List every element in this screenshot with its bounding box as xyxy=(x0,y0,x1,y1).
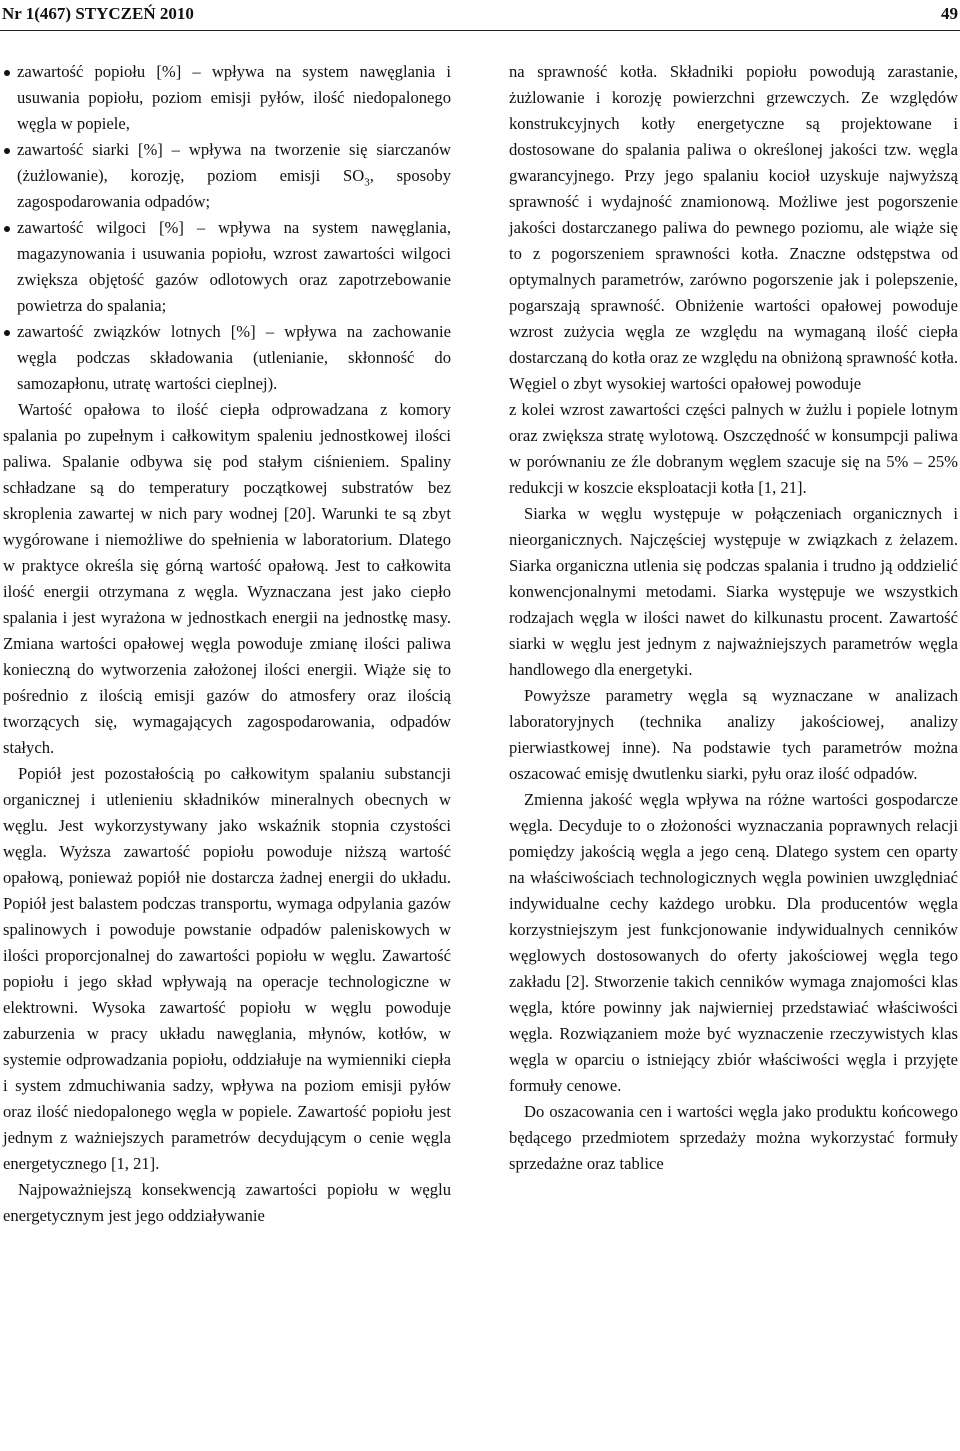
bullet-icon xyxy=(4,330,10,336)
paragraph: Wartość opałowa to ilość ciepła odprowadzana z komory spalania po zupełnym i całkowitym spaleniu jednostkowej ilości paliwa. Spalanie odbywa się pod stałym ciśnieniem. Spaliny schładzane są do temperatury początkowej substratów bez skroplenia zawartej w nich pary wodnej [20]. Warunki te są zbyt wygórowane i niemożliwe do spełnienia w laboratorium. Dlatego w praktyce określa się górną wartość opałową. Jest to całkowita ilość energii otrzymana z węgla. Wyznaczana jest jako ciepło spalania i jest wyrażona w jednostkach energii na jednostkę masy. Zmiana wartości opałowej węgla powoduje zmianę ilości paliwa konieczną do wytworzenia założonej ilości energii. Wiąże się to pośrednio z ilością emisji gazów do atmosfery oraz ilością tworzących się, wymagających zagospodarowania, odpadów stałych. xyxy=(3,400,451,757)
bullet-icon xyxy=(4,226,10,232)
paragraph: Zmienna jakość węgla wpływa na różne wartości gospodarcze węgla. Decyduje to o złożoności wyznaczania poprawnych relacji pomiędzy jakością węgla a jego ceną. Dlatego system cen oparty na właściwościach technologicznych węgla powinien uwzględniać indywidualne cechy każdego urobku. Dla producentów węgla korzystniejszym jest funkcjonowanie indywidualnych cenników węglowych dostosowanych do oferty jakościowej węgla tego zakładu [2]. Stworzenie takich cenników wymaga znajomości klas węgla, które powinny jak najwierniej przedstawiać właściwości węgla. Rozwiązaniem może być wyznaczenie rzeczywistych klas węgla w oparciu o istniejący zbiór właściwości węgla i przyjęte formuły cenowe. xyxy=(509,790,958,1095)
parameter-list xyxy=(3,59,451,397)
list-item xyxy=(3,59,451,137)
list-item-text-cont: , sposoby zagospodarowania odpadów; xyxy=(17,166,451,211)
paragraph: Siarka w węglu występuje w połączeniach organicznych i nieorganicznych. Najczęściej występuje w związkach z żelazem. Siarka organiczna utlenia się podczas spalania i trudno ją oddzielić konwencjonalnymi metodami. Siarka występuje we wszystkich rodzajach węgla w ilości nawet do kilkunastu procent. Zawartość siarki w węglu jest jednym z najważniejszych parametrów węgla handlowego dla energetyki. xyxy=(509,504,958,679)
journal-issue: Nr 1(467) STYCZEŃ 2010 xyxy=(2,4,194,23)
page-header xyxy=(0,0,960,31)
paragraph: Najpoważniejszą konsekwencją zawartości popiołu w węglu energetycznym jest jego oddziaływanie xyxy=(3,1180,451,1225)
list-item-text: zawartość wilgoci [%] – wpływa na system nawęglania, magazynowania i usuwania popiołu, wzrost zawartości wilgoci zwiększa objętość gazów odlotowych oraz zapotrzebowanie powietrza do spalania; xyxy=(17,218,451,315)
right-column xyxy=(509,59,958,1177)
paragraph: na sprawność kotła. Składniki popiołu powodują zarastanie, żużlowanie i korozję powierzchni grzewczych. Ze względów konstrukcyjnych kotły energetyczne są projektowane i dostosowane do spalania paliwa o określonej jakości tzw. węgla gwarancyjnego. Przy jego spalaniu kocioł uzyskuje najwyższą sprawność i wydajność znamionową. Możliwe jest pogorszenie jakości dostarczanego paliwa do pewnego poziomu, ale wiąże się to z pogorszeniem sprawności kotła. Znaczne odstępstwa od optymalnych parametrów, zarówno pogorszenie jak i polepszenie, pogarszają sprawność. Obniżenie wartości opałowej powoduje wzrost zużycia węgla ze względu na wymaganą ilość ciepła dostarczaną do kotła oraz ze względu na obniżoną sprawność kotła. Węgiel o zbyt wysokiej wartości opałowej powoduje xyxy=(509,62,958,393)
list-item xyxy=(3,137,451,215)
paragraph: Do oszacowania cen i wartości węgla jako produktu końcowego będącego przedmiotem sprzedaży można wykorzystać formuły sprzedażne oraz tablice xyxy=(509,1102,958,1173)
page-number: 49 xyxy=(941,4,958,23)
bullet-icon xyxy=(4,70,10,76)
paragraph: z kolei wzrost zawartości części palnych w żużlu i popiele lotnym oraz zwiększa stratę wylotową. Oszczędność w konsumpcji paliwa w porównaniu ze źle dobranym węglem szacuje się na 5% – 25% redukcji w koszcie eksploatacji kotła [1, 21]. xyxy=(509,400,958,497)
subscript: 3 xyxy=(364,176,370,189)
paragraph: Popiół jest pozostałością po całkowitym spalaniu substancji organicznej i utlenieniu składników mineralnych obecnych w węglu. Jest wykorzystywany jako wskaźnik stopnia czystości węgla. Wyższa zawartość popiołu powoduje niższą wartość opałową, ponieważ popiół nie dostarcza żadnej energii do układu. Popiół jest balastem podczas transportu, wymaga odpylania gazów spalinowych i powoduje powstanie odpadów paleniskowych w ilości proporcjonalnej do zawartości popiołu w węglu. Zawartość popiołu i jego skład wpływają na operacje technologiczne w elektrowni. Wysoka zawartość popiołu w węglu powoduje zaburzenia w pracy układu nawęglania, młynów, kotłów, w systemie odprowadzania popiołu, oddziałuje na wymienniki ciepła i system zdmuchiwania sadzy, wpływa na poziom emisji pyłów oraz ilość niedopalonego węgla w popiele. Zawartość popiołu jest jednym z ważniejszych parametrów decydującym o cenie węgla energetycznego [1, 21]. xyxy=(3,764,451,1173)
left-column xyxy=(3,59,451,1229)
paragraph: Powyższe parametry węgla są wyznaczane w analizach laboratoryjnych (technika analizy jakościowej, analizy pierwiastkowej inne). Na podstawie tych parametrów można oszacować emisję dwutlenku siarki, pyłu oraz ilość odpadów. xyxy=(509,686,958,783)
list-item-text: zawartość popiołu [%] – wpływa na system nawęglania i usuwania popiołu, poziom emisji pyłów, ilość niedopalonego węgla w popiele, xyxy=(17,62,451,133)
list-item xyxy=(3,319,451,397)
list-item-text: zawartość siarki [%] – wpływa na tworzenie się siarczanów (żużlowanie), korozję, poziom emisji SO xyxy=(17,140,451,185)
list-item-text: zawartość związków lotnych [%] – wpływa na zachowanie węgla podczas składowania (utlenianie, skłonność do samozapłonu, utratę wartości cieplnej). xyxy=(17,322,451,393)
list-item xyxy=(3,215,451,319)
bullet-icon xyxy=(4,148,10,154)
